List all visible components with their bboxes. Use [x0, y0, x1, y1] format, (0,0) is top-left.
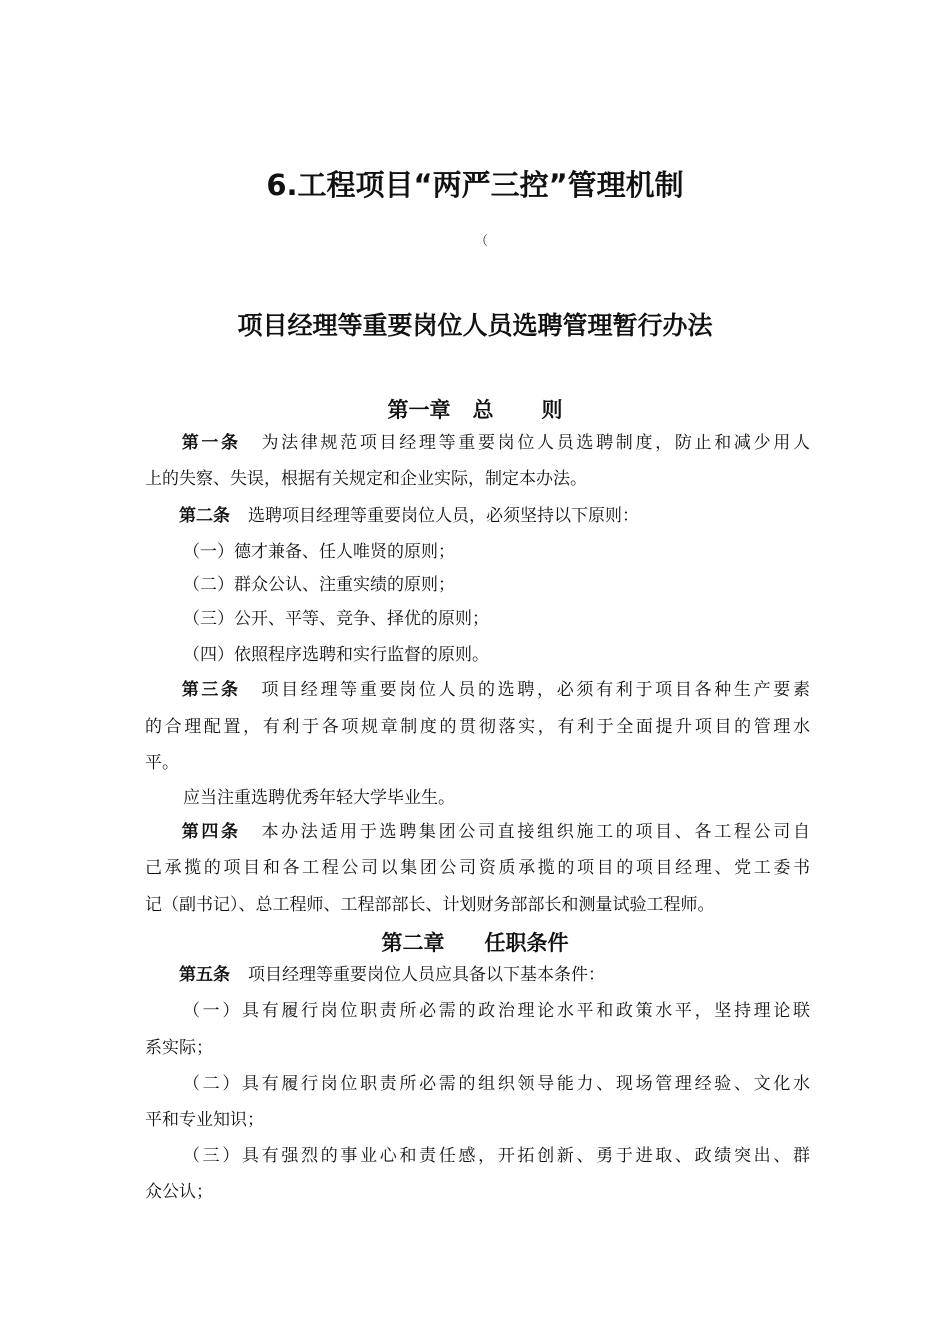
article-4-line-1: [145, 821, 810, 843]
chapter-1-number: 第一章: [387, 398, 451, 422]
article-5-item-2-line-2: 平和专业知识；: [145, 1110, 264, 1130]
article-5-line-1: [145, 964, 810, 986]
article-3-line-3: 平。: [145, 753, 179, 773]
article-2-item-2: （二）群众公认、注重实绩的原则；: [183, 575, 455, 595]
article-4-label: 第四条: [179, 822, 241, 842]
article-4-text-1: 本办法适用于选聘集团公司直接组织施工的项目、各工程公司自: [258, 822, 810, 842]
chapter-2-title: 任职条件: [484, 931, 569, 955]
article-1-line-1: [145, 432, 810, 454]
article-3-line-2: 的合理配置，有利于各项规章制度的贯彻落实，有利于全面提升项目的管理水: [145, 717, 810, 737]
article-5-item-1-line-2: 系实际；: [145, 1038, 213, 1058]
article-2-item-3: （三）公开、平等、竞争、择优的原则；: [183, 609, 489, 629]
article-2-item-4: （四）依照程序选聘和实行监督的原则。: [183, 645, 489, 665]
article-2-line-1: [145, 505, 810, 527]
article-3-text-1: 项目经理等重要岗位人员的选聘，必须有利于项目各种生产要素: [258, 680, 810, 700]
article-1-label: 第一条: [179, 433, 241, 453]
article-3-note: 应当注重选聘优秀年轻大学毕业生。: [183, 788, 455, 808]
article-4-line-3: 记（副书记）、总工程师、工程部部长、计划财务部部长和测量试验工程师。: [145, 895, 715, 915]
article-5-text-1: 项目经理等重要岗位人员应具备以下基本条件：: [248, 965, 605, 985]
document-subtitle: 项目经理等重要岗位人员选聘管理暂行办法: [237, 311, 713, 340]
article-2-item-1: （一）德才兼备、任人唯贤的原则；: [183, 542, 455, 562]
article-2-text-1: 选聘项目经理等重要岗位人员，必须坚持以下原则：: [248, 506, 639, 526]
chapter-1-heading: [0, 394, 950, 424]
article-2-label: 第二条: [179, 506, 230, 526]
article-5-item-2-line-1: （二）具有履行岗位职责所必需的组织领导能力、现场管理经验、文化水: [183, 1074, 810, 1094]
article-3-label: 第三条: [179, 680, 241, 700]
article-5-item-3-line-1: （三）具有强烈的事业心和责任感，开拓创新、勇于进取、政绩突出、群: [183, 1146, 810, 1166]
article-4-line-2: 己承揽的项目和各工程公司以集团公司资质承揽的项目的项目经理、党工委书: [145, 858, 810, 878]
article-3-line-1: [145, 679, 810, 701]
article-5-item-3-line-2: 众公认；: [145, 1182, 213, 1202]
stray-mark: （: [475, 234, 489, 249]
article-5-label: 第五条: [179, 965, 230, 985]
document-title: 6.工程项目“两严三控”管理机制: [266, 168, 684, 202]
chapter-2-number: 第二章: [381, 931, 445, 955]
chapter-2-heading: [0, 927, 950, 957]
article-1-text-1: 为法律规范项目经理等重要岗位人员选聘制度，防止和减少用人: [258, 433, 810, 453]
chapter-1-title-part-2: 则: [541, 398, 563, 422]
article-1-line-2: 上的失察、失误，根据有关规定和企业实际，制定本办法。: [145, 469, 587, 489]
article-5-item-1-line-1: （一）具有履行岗位职责所必需的政治理论水平和政策水平，坚持理论联: [183, 1001, 810, 1021]
chapter-1-title-part-1: 总: [472, 398, 494, 422]
